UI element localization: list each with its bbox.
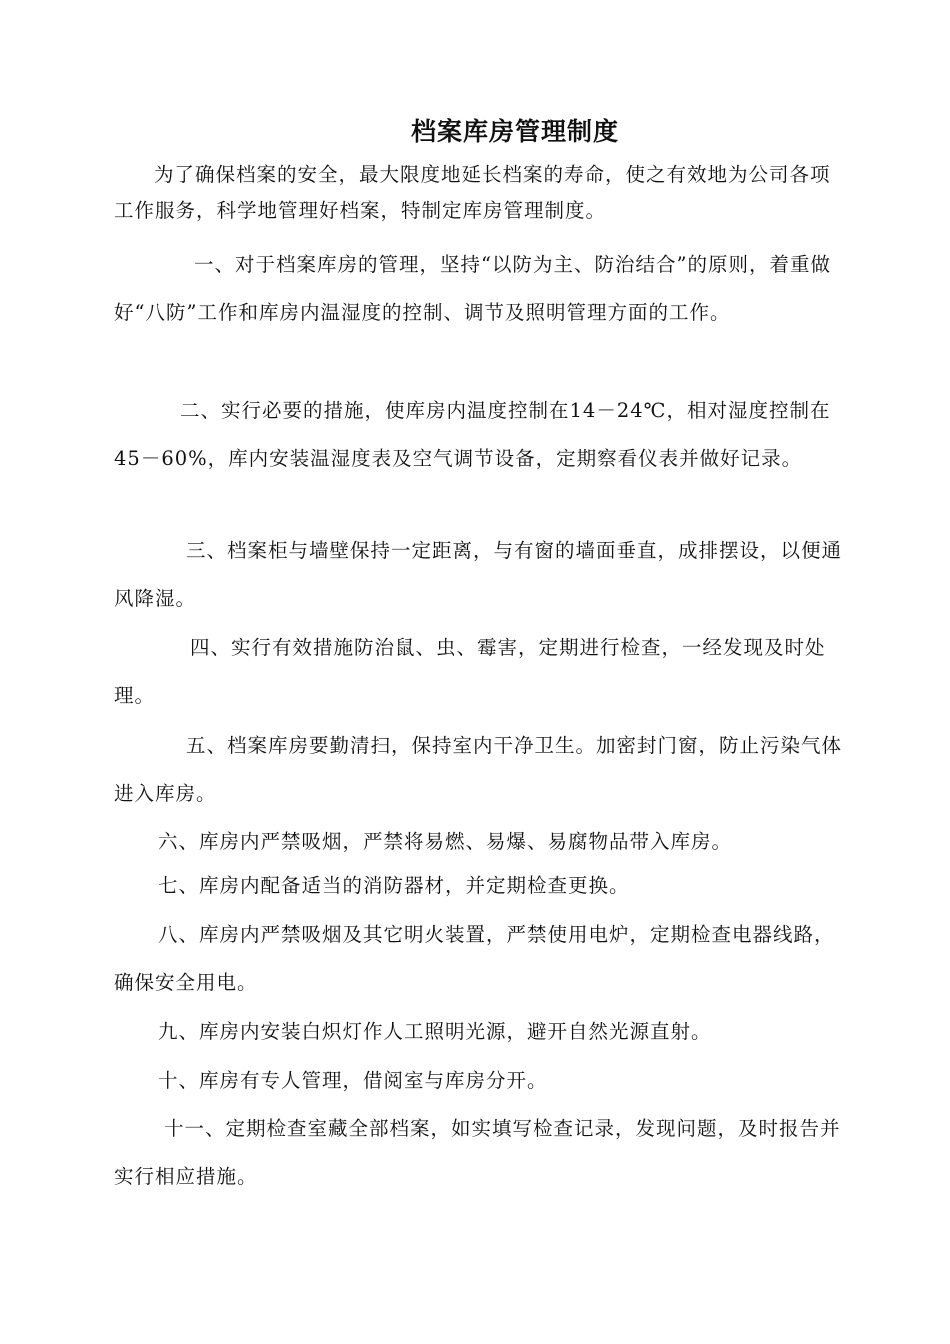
clause-8: 八、库房内严禁吸烟及其它明火装置，严禁使用电炉，定期检查电器线路，确保安全用电。 bbox=[114, 923, 835, 994]
clause-3: 三、档案柜与墙壁保持一定距离，与有窗的墙面垂直，成排摆设，以便通风降湿。 bbox=[114, 539, 843, 610]
clause-5: 五、档案库房要勤清扫，保持室内干净卫生。加密封门窗，防止污染气体进入库房。 bbox=[114, 734, 843, 805]
clause-10: 十、库房有专人管理，借阅室与库房分开。 bbox=[158, 1069, 548, 1092]
document-title: 档案库房管理制度 bbox=[410, 117, 619, 146]
intro-paragraph: 为了确保档案的安全，最大限度地延长档案的寿命，使之有效地为公司各项工作服务，科学地管理好档案，特制定库房管理制度。 bbox=[114, 163, 831, 222]
clause-9: 九、库房内安装白炽灯作人工照明光源，避开自然光源直射。 bbox=[158, 1020, 712, 1043]
clause-4: 四、实行有效措施防治鼠、虫、霉害，定期进行检查，一经发现及时处理。 bbox=[114, 636, 826, 707]
clause-7: 七、库房内配备适当的消防器材，并定期检查更换。 bbox=[158, 874, 630, 897]
clause-2: 二、实行必要的措施，使库房内温度控制在14－24℃，相对湿度控制在45－60%，库内安装温湿度表及空气调节设备，定期察看仪表并做好记录。 bbox=[114, 399, 831, 470]
clause-11: 十一、定期检查室藏全部档案，如实填写检查记录，发现问题，及时报告并实行相应措施。 bbox=[114, 1117, 841, 1188]
clause-1: 一、对于档案库房的管理，坚持“以防为主、防治结合”的原则，着重做好“八防”工作和库房内温湿度的控制、调节及照明管理方面的工作。 bbox=[114, 253, 831, 324]
clause-6: 六、库房内严禁吸烟，严禁将易燃、易爆、易腐物品带入库房。 bbox=[158, 830, 733, 853]
